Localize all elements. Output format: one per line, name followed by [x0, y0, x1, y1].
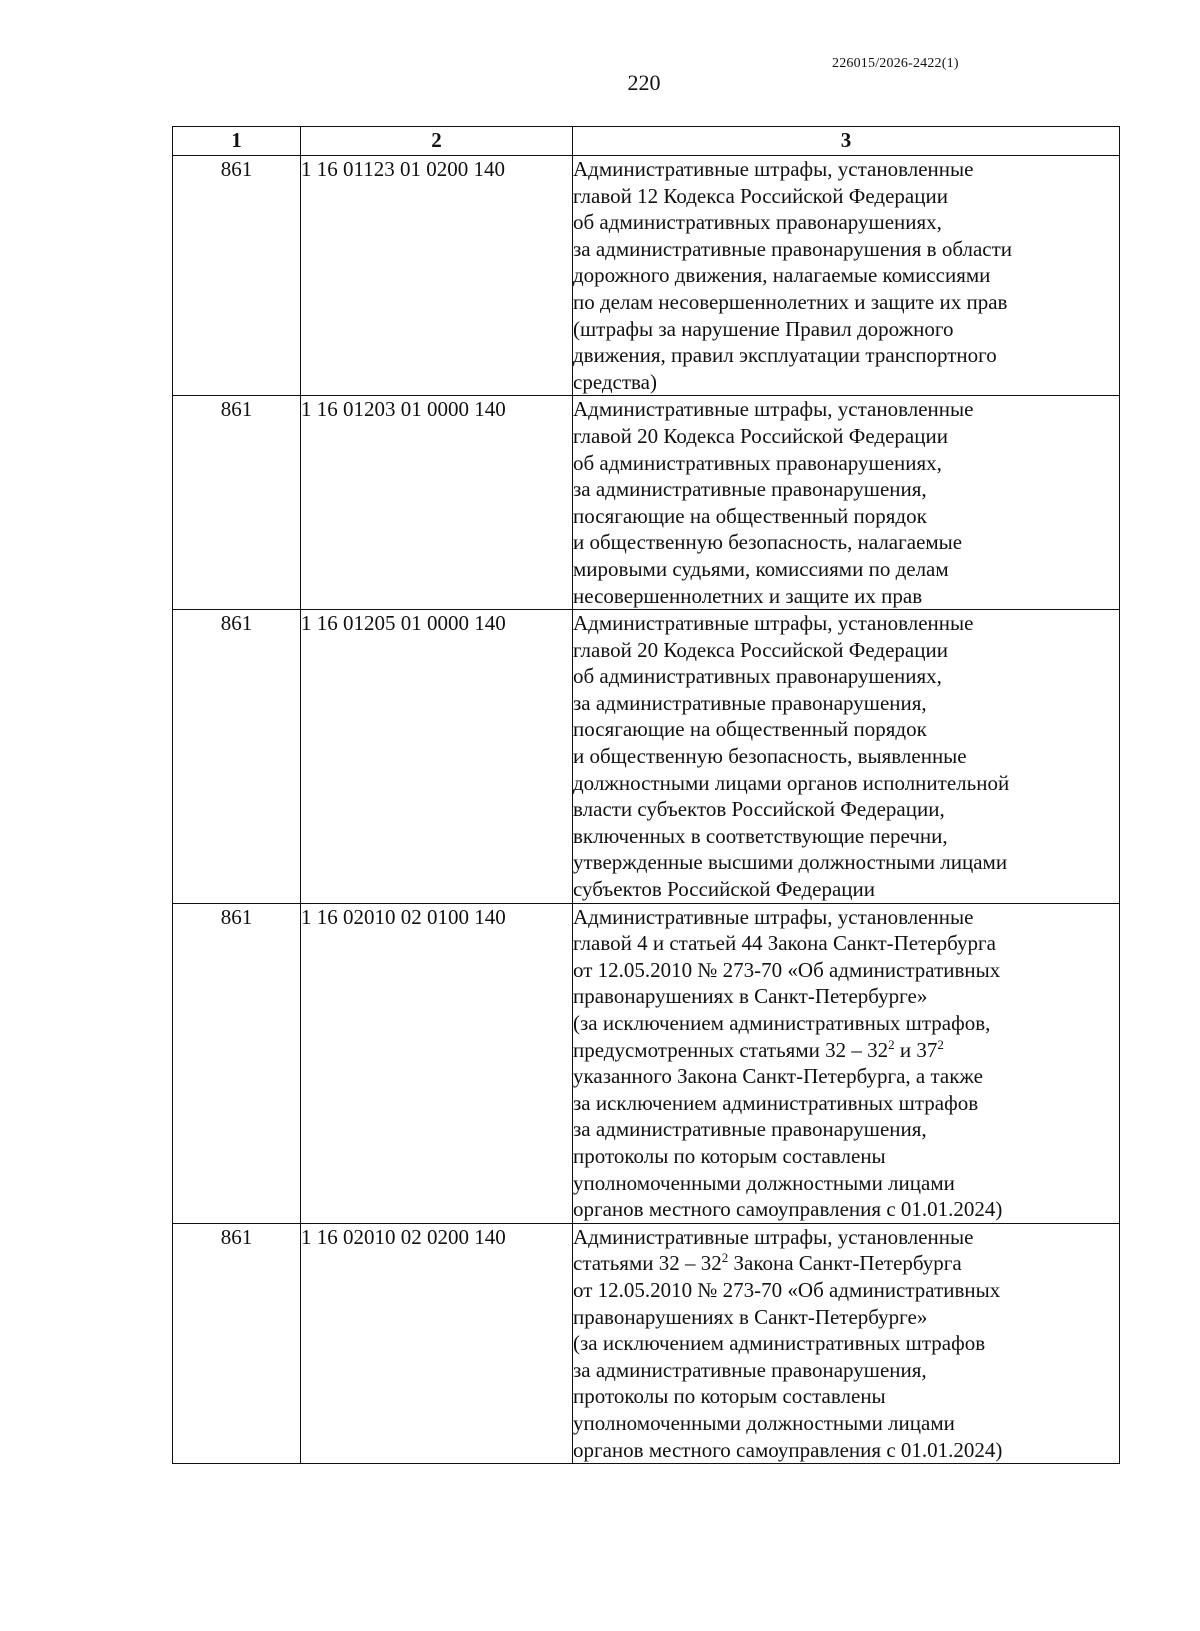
- description-line: и общественную безопасность, выявленные: [573, 744, 967, 769]
- document-id: 226015/2026-2422(1): [832, 56, 959, 71]
- budget-classification-code-cell: 1 16 01123 01 0200 140: [301, 156, 573, 396]
- description-line: от 12.05.2010 № 273-70 «Об административных: [573, 957, 1001, 982]
- description-line: мировыми судьями, комиссиями по делам: [573, 556, 949, 581]
- description-line: от 12.05.2010 № 273-70 «Об административных: [573, 1277, 1001, 1302]
- budget-codes-table: [172, 126, 1120, 1464]
- budget-classification-code-cell: 1 16 01205 01 0000 140: [301, 610, 573, 904]
- column-header-2: 2: [301, 127, 573, 156]
- revenue-description-cell: [573, 903, 1120, 1223]
- description-line: Административные штрафы, установленные: [573, 157, 974, 181]
- revenue-description-cell: [573, 610, 1120, 904]
- description-line: за административные правонарушения,: [573, 1117, 927, 1142]
- description-line: об административных правонарушениях,: [573, 210, 942, 235]
- table-header-row: [173, 127, 1120, 156]
- budget-classification-code-cell: 1 16 01203 01 0000 140: [301, 396, 573, 610]
- description-line: об административных правонарушениях,: [573, 664, 942, 689]
- revenue-description-cell: [573, 156, 1120, 396]
- description-line: протоколы по которым составлены: [573, 1384, 886, 1409]
- description-line: правонарушениях в Санкт-Петербурге»: [573, 984, 928, 1009]
- description-line: дорожного движения, налагаемые комиссиями: [573, 263, 991, 288]
- description-line: средства): [573, 369, 657, 394]
- description-line: субъектов Российской Федерации: [573, 877, 876, 902]
- admin-code-cell: 861: [173, 610, 301, 904]
- budget-classification-code-cell: 1 16 02010 02 0100 140: [301, 903, 573, 1223]
- revenue-description-cell: [573, 1223, 1120, 1463]
- description-line: за административные правонарушения,: [573, 690, 927, 715]
- description-line: главой 4 и статьей 44 Закона Санкт-Петербурга: [573, 931, 996, 956]
- description-line: (за исключением административных штрафов: [573, 1331, 986, 1356]
- description-line: (штрафы за нарушение Правил дорожного: [573, 316, 954, 341]
- description-line: статьями $32 - 32^2$ Закона Санкт-Петербурга: [573, 1250, 962, 1276]
- revenue-description-cell: [573, 396, 1120, 610]
- column-header-3: 3: [573, 127, 1120, 156]
- description-line: Административные штрафы, установленные: [573, 397, 974, 422]
- admin-code-cell: 861: [173, 1223, 301, 1463]
- table-row: [173, 1223, 1120, 1463]
- admin-code-cell: 861: [173, 903, 301, 1223]
- description-line: протоколы по которым составлены: [573, 1143, 886, 1168]
- table-row: [173, 610, 1120, 904]
- description-line: главой 12 Кодекса Российской Федерации: [573, 183, 948, 208]
- description-line: об административных правонарушениях,: [573, 450, 942, 475]
- description-line: уполномоченными должностными лицами: [573, 1410, 955, 1435]
- description-line: главой 20 Кодекса Российской Федерации: [573, 637, 948, 662]
- table-row: [173, 396, 1120, 610]
- table-row: [173, 156, 1120, 396]
- description-line: главой 20 Кодекса Российской Федерации: [573, 423, 948, 448]
- description-line: посягающие на общественный порядок: [573, 717, 927, 742]
- description-line: за административные правонарушения,: [573, 1357, 927, 1382]
- description-line: за исключением административных штрафов: [573, 1090, 979, 1115]
- description-line: посягающие на общественный порядок: [573, 503, 927, 528]
- description-line: уполномоченными должностными лицами: [573, 1170, 955, 1195]
- table-row: [173, 903, 1120, 1223]
- description-line: органов местного самоуправления с 01.01.2024): [573, 1197, 1003, 1222]
- description-line: должностными лицами органов исполнительной: [573, 770, 1010, 795]
- page-number: 220: [627, 70, 661, 95]
- description-line: за административные правонарушения,: [573, 477, 927, 502]
- description-line: Административные штрафы, установленные: [573, 904, 974, 929]
- admin-code-cell: 861: [173, 396, 301, 610]
- description-line: предусмотренных статьями $32 - 32^2$ и $37^2$: [573, 1036, 944, 1062]
- description-line: власти субъектов Российской Федерации,: [573, 797, 945, 822]
- description-line: несовершеннолетних и защите их прав: [573, 583, 923, 608]
- description-line: включенных в соответствующие перечни,: [573, 823, 948, 848]
- description-line: (за исключением административных штрафов,: [573, 1011, 991, 1035]
- description-line: и общественную безопасность, налагаемые: [573, 530, 963, 555]
- description-line: правонарушениях в Санкт-Петербурге»: [573, 1304, 928, 1329]
- column-header-1: 1: [173, 127, 301, 156]
- description-line: органов местного самоуправления с 01.01.2024): [573, 1437, 1003, 1462]
- description-line: за административные правонарушения в области: [573, 236, 1013, 261]
- description-line: по делам несовершеннолетних и защите их прав: [573, 289, 1008, 314]
- budget-classification-code-cell: 1 16 02010 02 0200 140: [301, 1223, 573, 1463]
- description-line: утвержденные высшими должностными лицами: [573, 850, 1008, 875]
- admin-code-cell: 861: [173, 156, 301, 396]
- description-line: движения, правил эксплуатации транспортного: [573, 343, 997, 368]
- description-line: Административные штрафы, установленные: [573, 1224, 974, 1249]
- description-line: указанного Закона Санкт-Петербурга, а также: [573, 1064, 983, 1089]
- description-line: Административные штрафы, установленные: [573, 611, 974, 636]
